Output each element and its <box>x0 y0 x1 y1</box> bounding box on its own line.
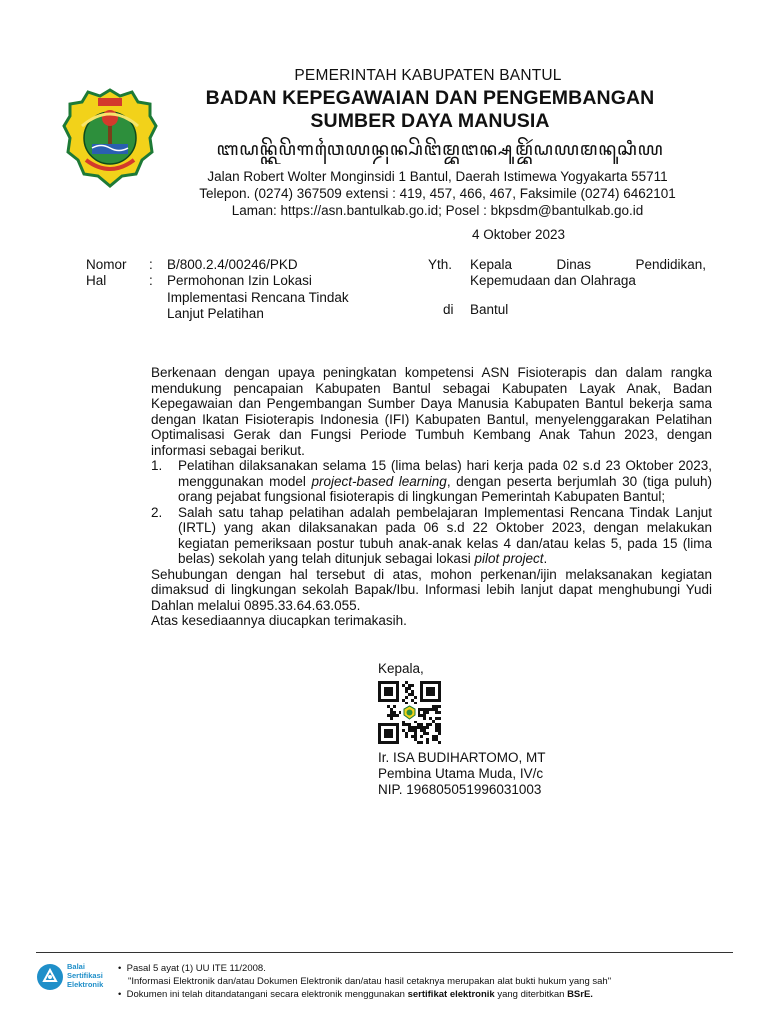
list-item-text: Pelatihan dilaksanakan selama 15 (lima belas) hari kerja pada 02 s.d 23 Oktober 2023, menggunakan model <box>178 458 712 489</box>
recipient-di: di <box>443 302 454 317</box>
recipient-yth: Yth. <box>428 257 453 272</box>
footer-note: "Informasi Elektronik dan/atau Dokumen Elektronik dan/atau hasil cetaknya merupakan alat bukti hukum yang sah" <box>128 976 612 987</box>
signature-title: Kepala, <box>378 661 424 676</box>
signatory-name: Ir. ISA BUDIHARTOMO, MT <box>378 750 546 765</box>
header-phone: Telepon. (0274) 367509 extensi : 419, 457, 466, 467, Faksimile (0274) 6462101 <box>199 186 676 201</box>
footer-note: • Pasal 5 ayat (1) UU ITE 11/2008. <box>118 963 266 974</box>
kabupaten-bantul-emblem <box>62 86 158 190</box>
bsre-logo-text: Balai <box>67 962 85 971</box>
nomor-value: B/800.2.4/00246/PKD <box>167 257 298 272</box>
thanks-paragraph: Atas kesediaannya diucapkan terimakasih. <box>151 613 407 628</box>
list-item-number: 2. <box>151 504 163 520</box>
qr-center-emblem-icon <box>401 704 418 721</box>
header-government-name: PEMERINTAH KABUPATEN BANTUL <box>294 67 562 84</box>
list-item-emphasis: project-based learning <box>311 473 447 489</box>
list-item-text: Salah satu tahap pelatihan adalah pembelajaran Implementasi Rencana Tindak Lanjut (IRTL) yang akan dilaksanakan pada 06 s.d 22 Oktober 2023, dengan melakukan kegiatan pemeriksaan postur tubuh anak-anak kelas 4 dan/atau kelas 5, pada 15 (lima belas) sekolah yang telah ditunjuk sebagai lokasi <box>178 504 712 566</box>
footer-notes <box>118 962 728 1001</box>
header-javanese-script: ꦧꦝꦤ꧀ꦏꦼꦥꦼꦒꦮꦻꦪꦤ꧀ꦝꦤ꧀ꦥꦼꦔꦼꦩ꧀ꦧꦔꦤ꧀ꦱꦸꦩ꧀ꦧꦼꦂꦝꦪꦩꦤꦸꦱꦶꦪ <box>216 139 664 160</box>
list-item-text: , dengan peserta berjumlah 30 (tiga puluh) orang pejabat fungsional fisioterapis di lingkungan Pemerintah Kabupaten Bantul; <box>178 473 713 504</box>
footer-note: • Dokumen ini telah ditandatangani secara elektronik menggunakan sertifikat elektronik yang diterbitkan BSrE. <box>118 989 593 1000</box>
header-agency-name-line1: BADAN KEPEGAWAIAN DAN PENGEMBANGAN <box>205 87 655 109</box>
list-item-emphasis: pilot project <box>474 551 544 566</box>
intro-paragraph: Berkenaan dengan upaya peningkatan kompetensi ASN Fisioterapis dan dalam rangka mendukung pencapaian Kabupaten Bantul sebagai Kabupaten Layak Anak, Badan Kepegawaian dan Pengembangan Sumber Daya Manusia Kabupaten Bantul bekerja sama dengan Ikatan Fisioterapis Indonesia (IFI) Kabupaten Bantul, menyelenggarakan Pelatihan Optimalisasi Gerak dan Fungsi Periode Tumbuh Kembang Anak Tahun 2023, dengan informasi sebagai berikut. <box>151 365 712 458</box>
bsre-logo <box>36 962 116 992</box>
signature-qr-code <box>378 681 441 744</box>
bsre-logo-text: Sertifikasi <box>67 971 103 980</box>
hal-line: Lanjut Pelatihan <box>167 306 264 321</box>
header-address: Jalan Robert Wolter Monginsidi 1 Bantul, Daerah Istimewa Yogyakarta 55711 <box>207 169 668 184</box>
bsre-logo-text: Elektronik <box>67 980 104 989</box>
hal-label: Hal <box>86 273 107 288</box>
signatory-nip: NIP. 196805051996031003 <box>378 782 542 797</box>
hal-colon: : <box>149 273 153 288</box>
footer-divider <box>36 952 733 953</box>
recipient-line1: Kepala Dinas Pendidikan, <box>470 257 706 272</box>
list-item-number: 1. <box>151 458 163 473</box>
hal-line: Permohonan Izin Lokasi <box>167 273 312 288</box>
nomor-label: Nomor <box>86 257 127 272</box>
list-item-text: . <box>543 551 548 566</box>
list-item <box>151 505 712 567</box>
recipient-place: Bantul <box>470 302 509 317</box>
bsre-icon <box>36 963 64 991</box>
list-item <box>151 458 712 505</box>
signatory-rank: Pembina Utama Muda, IV/c <box>378 766 544 781</box>
nomor-colon: : <box>149 257 153 272</box>
recipient-line2: Kepemudaan dan Olahraga <box>470 273 636 288</box>
header-agency-name-line2: SUMBER DAYA MANUSIA <box>310 110 550 132</box>
closing-paragraph: Sehubungan dengan hal tersebut di atas, mohon perkenan/ijin melaksanakan kegiatan dimaksud di lingkungan sekolah Bapak/Ibu. Informasi lebih lanjut dapat menghubungi Yudi Dahlan melalui 0895.33.64.63.055. <box>151 566 712 613</box>
letter-date: 4 Oktober 2023 <box>472 227 566 242</box>
header-website-email: Laman: https://asn.bantulkab.go.id; Posel : bkpsdm@bantulkab.go.id <box>231 203 644 218</box>
hal-line: Implementasi Rencana Tindak <box>167 290 349 305</box>
info-list <box>151 458 712 567</box>
letter-body <box>151 365 712 629</box>
